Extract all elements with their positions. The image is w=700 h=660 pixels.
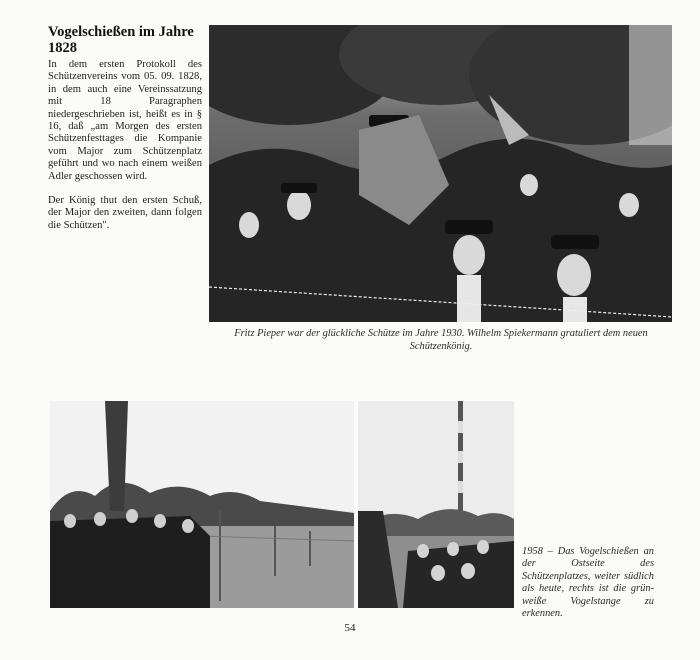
intro-text-block [48, 24, 202, 244]
page-number: 54 [344, 622, 356, 634]
photo-vogelstange-1958 [358, 401, 514, 608]
photo-celebration-1930 [209, 25, 672, 322]
intro-paragraph-2: Der König thut den ersten Schuß, der Major den zweiten, dann folgen die Schützen". [48, 195, 202, 231]
caption-top-photo: Fritz Pieper war der glückliche Schütze im Jahre 1930. Wilhelm Spiekermann gratuliert dem neuen Schützenkönig. [234, 328, 648, 352]
caption-bottom-photo: 1958 – Das Vogelschießen an der Ostseite des Schützenplatzes, weiter südlich als heute, rechts ist die grün-weiße Vogelstange zu erkennen. [522, 546, 654, 620]
photo-crowd-at-bird-pole [50, 401, 354, 608]
intro-paragraph-1: In dem ersten Protokoll des Schützenvereins vom 05. 09. 1828, in dem auch eine Vereinssatzung mit 18 Paragraphen niedergeschrieben ist, heißt es in § 16, daß „am Morgen des ersten Schützenfesttages die Kompanie vom Major zum Schützenplatz geführt und wo nach einem weißen Adler geschossen wird. [48, 59, 202, 182]
intro-heading: Vogelschießen im Jahre 1828 [48, 24, 194, 56]
